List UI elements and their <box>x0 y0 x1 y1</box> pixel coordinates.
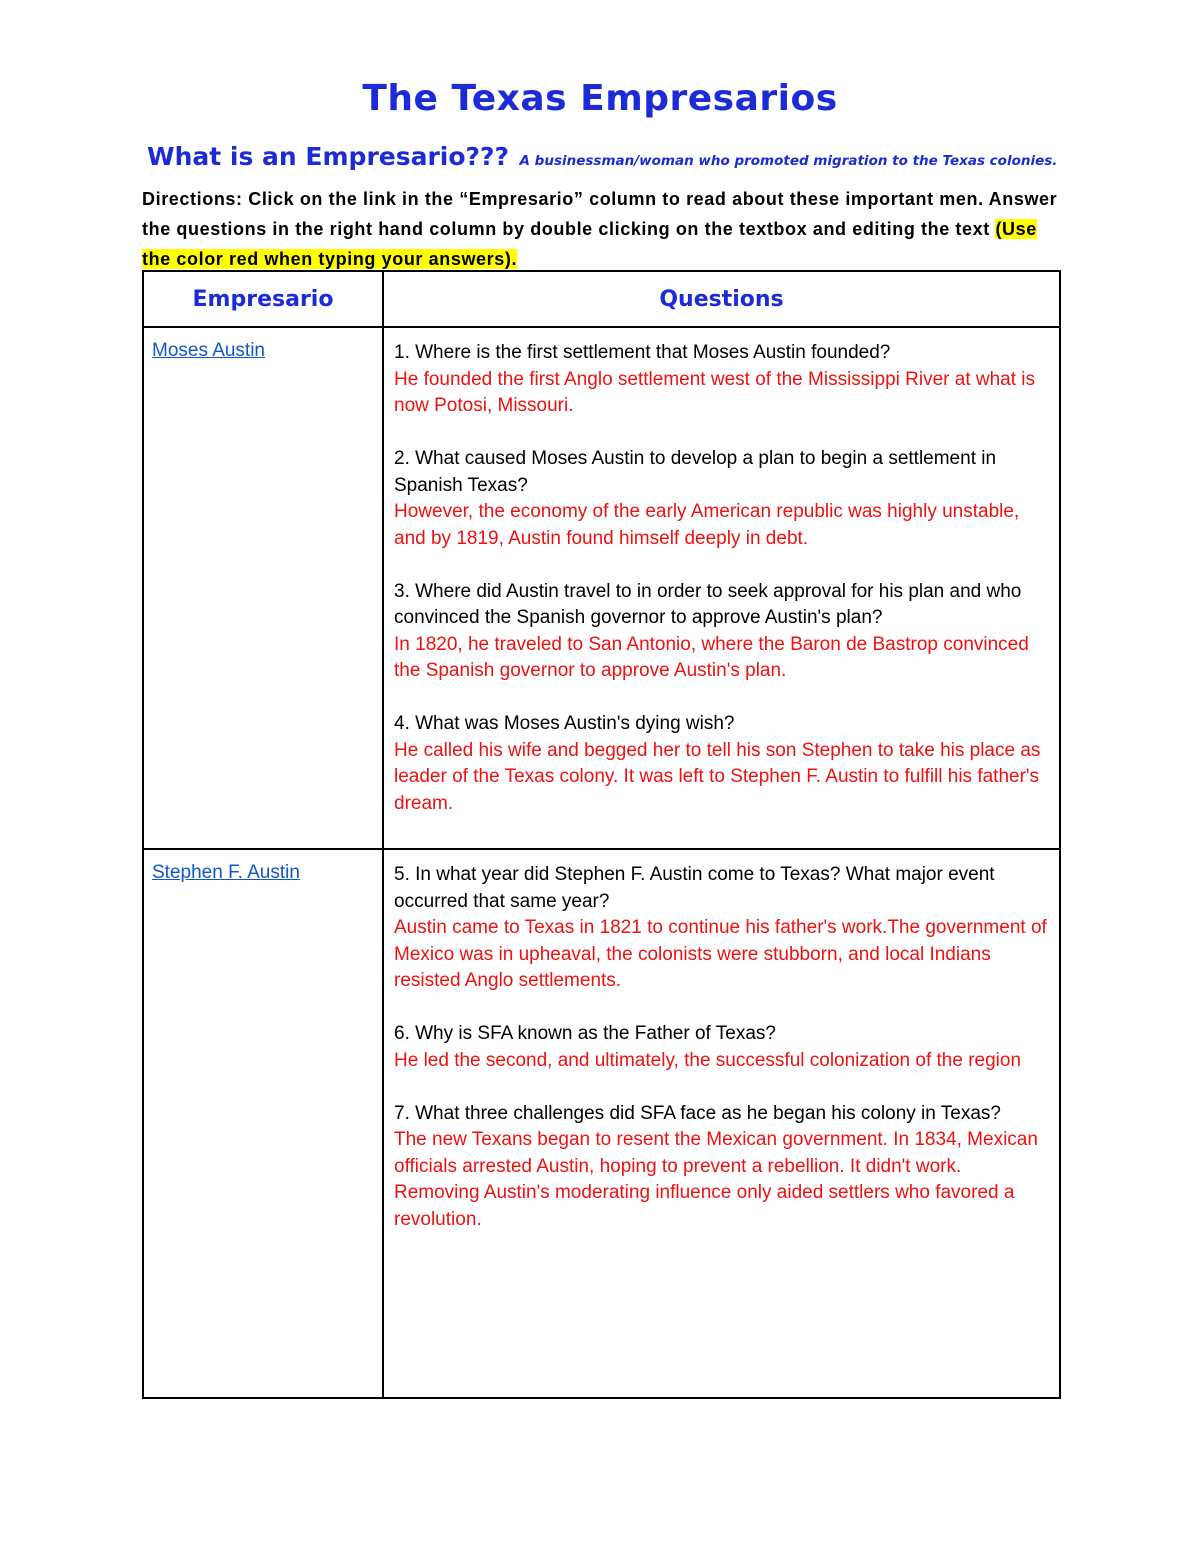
directions-highlight: (Use the color red when typing your answers). <box>142 219 1037 269</box>
questions-cell[interactable] <box>383 327 1060 849</box>
answer-text[interactable]: However, the economy of the early American republic was highly unstable, and by 1819, Austin found himself deeply in debt. <box>394 501 1020 549</box>
header-empresario: Empresario <box>143 271 383 327</box>
answer-text[interactable]: He founded the first Anglo settlement west of the Mississippi River at what is now Potosi, Missouri. <box>394 368 1036 416</box>
stephen-austin-link[interactable]: Stephen F. Austin <box>152 862 300 883</box>
question-text: 1. Where is the first settlement that Moses Austin founded? <box>394 342 891 363</box>
empresario-cell <box>143 327 383 849</box>
answer-text[interactable]: In 1820, he traveled to San Antonio, where the Baron de Bastrop convinced the Spanish governor to approve Austin's plan. <box>394 633 1029 681</box>
table-row <box>143 849 1060 1398</box>
table-header-row <box>143 271 1060 327</box>
qa-item <box>394 340 1049 420</box>
header-questions: Questions <box>383 271 1060 327</box>
moses-austin-link[interactable]: Moses Austin <box>152 340 265 361</box>
answer-text[interactable]: Austin came to Texas in 1821 to continue his father's work.The government of Mexico was in upheaval, the colonists were stubborn, and local Indians resisted Anglo settlements. <box>394 917 1047 991</box>
empresario-table <box>142 270 1061 1399</box>
question-text: 5. In what year did Stephen F. Austin come to Texas? What major event occurred that same year? <box>394 864 995 912</box>
qa-item <box>394 1021 1049 1074</box>
subtitle <box>147 142 1067 171</box>
page-title: The Texas Empresarios <box>362 78 838 119</box>
answer-text[interactable]: He led the second, and ultimately, the successful colonization of the region <box>394 1049 1022 1071</box>
table-row <box>143 327 1060 849</box>
qa-item <box>394 446 1049 552</box>
qa-item <box>394 862 1049 995</box>
subtitle-question: What is an Empresario??? <box>147 142 510 171</box>
question-text: 2. What caused Moses Austin to develop a plan to begin a settlement in Spanish Texas? <box>394 448 997 496</box>
answer-text[interactable]: He called his wife and begged her to tell his son Stephen to take his place as leader of the Texas colony. It was left to Stephen F. Austin to fulfill his father's dream. <box>394 739 1041 814</box>
question-text: 3. Where did Austin travel to in order to seek approval for his plan and who convinced the Spanish governor to approve Austin's plan? <box>394 580 1022 628</box>
answer-text[interactable]: The new Texans began to resent the Mexican government. In 1834, Mexican officials arrested Austin, hoping to prevent a rebellion. It didn't work. Removing Austin's moderating influence only aided settlers who favored a revolution. <box>394 1129 1038 1230</box>
qa-item <box>394 711 1049 817</box>
qa-item <box>394 579 1049 685</box>
subtitle-definition: A businessman/woman who promoted migration to the Texas colonies. <box>519 153 1058 169</box>
question-text: 4. What was Moses Austin's dying wish? <box>394 713 735 734</box>
question-text: 6. Why is SFA known as the Father of Texas? <box>394 1023 776 1044</box>
questions-cell[interactable] <box>383 849 1060 1398</box>
directions-text: Directions: Click on the link in the “Empresario” column to read about these important men. Answer the questions in the right hand column by double clicking on the textbox and editing the text <box>142 189 1058 239</box>
directions <box>142 184 1062 274</box>
empresario-cell <box>143 849 383 1398</box>
question-text: 7. What three challenges did SFA face as he began his colony in Texas? <box>394 1102 1001 1124</box>
qa-item <box>394 1101 1049 1234</box>
